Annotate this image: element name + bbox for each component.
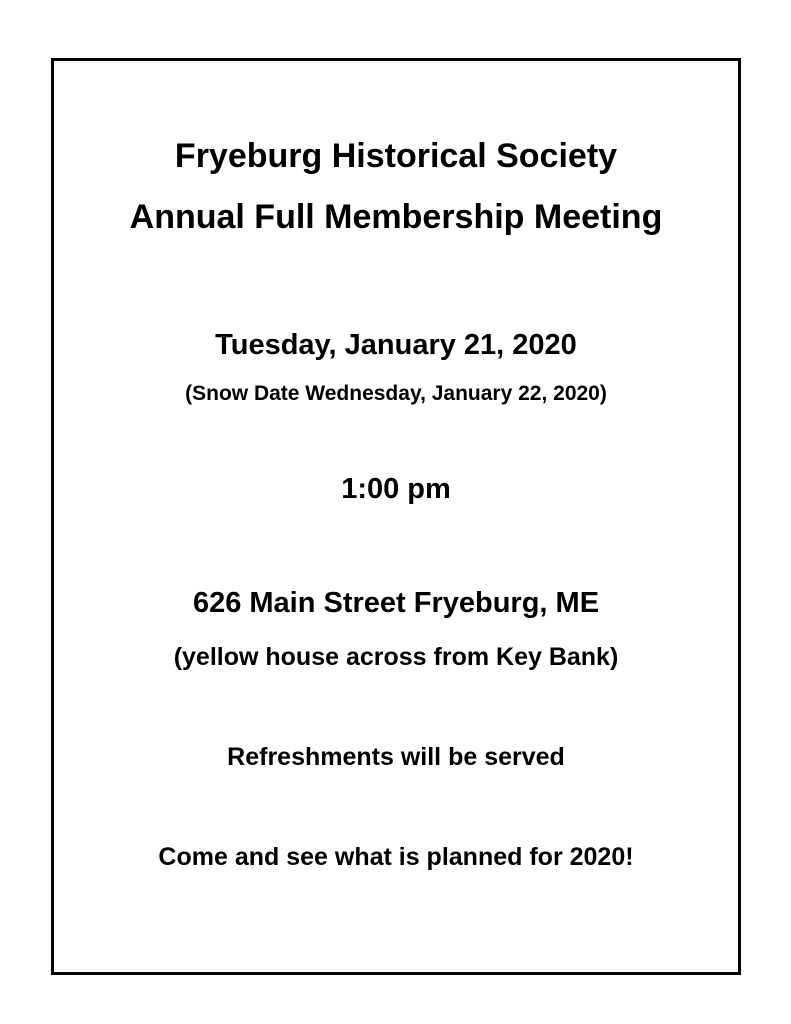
meeting-address: 626 Main Street Fryeburg, ME [192, 587, 600, 619]
closing-message: Come and see what is planned for 2020! [158, 843, 634, 871]
meeting-date: Tuesday, January 21, 2020 [215, 329, 577, 361]
meeting-time: 1:00 pm [341, 473, 451, 505]
title-meeting: Annual Full Membership Meeting [129, 198, 663, 236]
title-organization: Fryeburg Historical Society [174, 137, 618, 175]
flyer-border [51, 58, 741, 975]
address-note: (yellow house across from Key Bank) [173, 643, 619, 671]
snow-date: (Snow Date Wednesday, January 22, 2020) [185, 382, 607, 405]
refreshments-note: Refreshments will be served [227, 743, 565, 771]
